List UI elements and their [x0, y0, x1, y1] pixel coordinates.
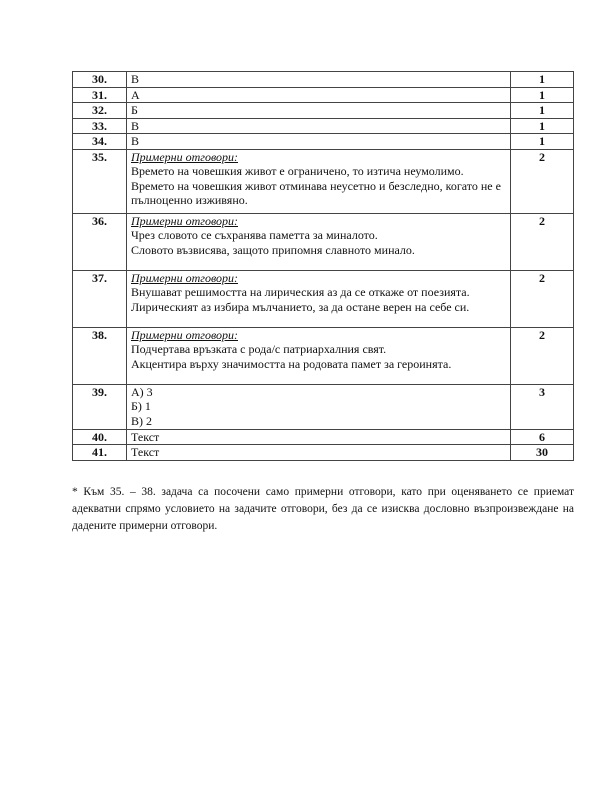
- answer-line: Лирическият аз избира мълчанието, за да остане верен на себе си.: [131, 299, 470, 314]
- table-row: [73, 134, 574, 150]
- task-number: 30.: [73, 72, 127, 88]
- table-row: [73, 445, 574, 461]
- table-row: [73, 87, 574, 103]
- answer-line: А) 3: [131, 384, 153, 399]
- answer-cell: [127, 134, 511, 150]
- answer-line: В) 2: [131, 413, 152, 428]
- answer-cell: [127, 149, 511, 213]
- table-row: [73, 270, 574, 327]
- task-number: 31.: [73, 87, 127, 103]
- task-number: 32.: [73, 103, 127, 119]
- answer-cell: [127, 270, 511, 327]
- answer-line: Чрез словото се съхранява паметта за миналото.: [131, 228, 378, 242]
- points-cell: 2: [511, 327, 574, 384]
- task-number: 41.: [73, 445, 127, 461]
- points-cell: 1: [511, 87, 574, 103]
- table-row: [73, 72, 574, 88]
- table-row: [73, 213, 574, 270]
- table-row: [73, 149, 574, 213]
- task-number: 37.: [73, 270, 127, 327]
- answer-line: Текст: [131, 445, 160, 459]
- points-cell: 2: [511, 213, 574, 270]
- answer-cell: [127, 72, 511, 88]
- answer-line: Б: [131, 103, 138, 117]
- points-cell: 6: [511, 429, 574, 445]
- answer-cell: [127, 213, 511, 270]
- answer-cell: [127, 384, 511, 429]
- task-number: 34.: [73, 134, 127, 150]
- answer-cell: [127, 445, 511, 461]
- task-number: 33.: [73, 118, 127, 134]
- points-cell: 1: [511, 72, 574, 88]
- answer-line: Текст: [131, 429, 160, 444]
- answer-line: В: [131, 72, 140, 86]
- answer-cell: [127, 327, 511, 384]
- answer-cell: [127, 87, 511, 103]
- table-row: [73, 103, 574, 119]
- table-row: [73, 384, 574, 429]
- table-row: [73, 327, 574, 384]
- answer-line: А: [131, 87, 140, 102]
- answer-line: Б) 1: [131, 399, 151, 413]
- task-number: 36.: [73, 213, 127, 270]
- answer-line: Акцентира върху значимостта на родовата памет за героинята.: [131, 356, 452, 371]
- answer-cell: [127, 429, 511, 445]
- table-row: [73, 429, 574, 445]
- points-cell: 1: [511, 103, 574, 119]
- task-number: 40.: [73, 429, 127, 445]
- table-row: [73, 118, 574, 134]
- points-cell: 1: [511, 118, 574, 134]
- sample-answers-label: Примерни отговори:: [131, 270, 238, 285]
- task-number: 38.: [73, 327, 127, 384]
- sample-answers-label: Примерни отговори:: [131, 327, 238, 342]
- sample-answers-label: Примерни отговори:: [131, 213, 238, 228]
- answer-line: Времето на човешкия живот отминава неусетно и безследно, когато не е пълноценно изживяно.: [131, 178, 501, 207]
- points-cell: 30: [511, 445, 574, 461]
- answer-line: Подчертава връзката с рода/с патриархалния свят.: [131, 342, 387, 356]
- answer-key-table: [72, 71, 574, 461]
- answer-line: Внушават решимостта на лирическия аз да се откаже от поезията.: [131, 285, 470, 299]
- sample-answers-label: Примерни отговори:: [131, 149, 238, 164]
- task-number: 35.: [73, 149, 127, 213]
- answer-line: Словото възвисява, защото припомня славното минало.: [131, 242, 415, 257]
- answer-line: В: [131, 134, 140, 148]
- points-cell: 2: [511, 149, 574, 213]
- answer-cell: [127, 118, 511, 134]
- answer-line: В: [131, 118, 140, 133]
- footnote: * Към 35. – 38. задача са посочени само примерни отговори, като при оценяването се приемат адекватни спрямо условието на задачите отговори, без да се изисква дословно възпроизвеждане на дадените примерни отговори.: [72, 486, 574, 532]
- answer-line: Времето на човешкия живот е ограничено, то изтича неумолимо.: [131, 164, 464, 178]
- answer-cell: [127, 103, 511, 119]
- points-cell: 2: [511, 270, 574, 327]
- points-cell: 1: [511, 134, 574, 150]
- task-number: 39.: [73, 384, 127, 429]
- points-cell: 3: [511, 384, 574, 429]
